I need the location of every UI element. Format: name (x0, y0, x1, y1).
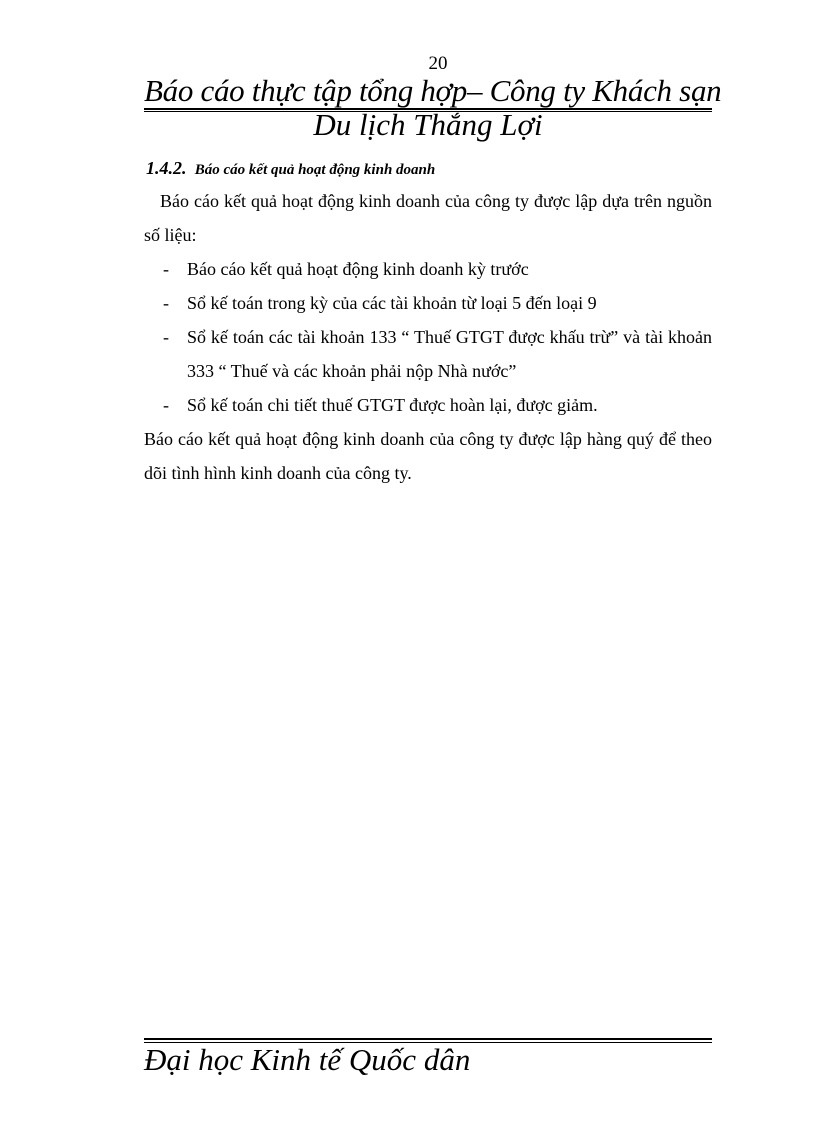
bullet-marker: - (163, 259, 169, 279)
closing-paragraph: Báo cáo kết quả hoạt động kinh doanh của công ty được lập hàng quý để theo dõi tình hình kinh doanh của công ty. (144, 429, 712, 483)
section-heading (146, 157, 435, 181)
header-title-line-2: Du lịch Thắng Lợi (313, 107, 543, 142)
section-title: Báo cáo kết quả hoạt động kinh doanh (194, 162, 436, 178)
source-list (144, 252, 712, 422)
header-title-line-1: Báo cáo thực tập tổng hợp– Công ty Khách sạn (144, 73, 722, 108)
list-item (144, 286, 712, 320)
list-item-text: Sổ kế toán trong kỳ của các tài khoản từ loại 5 đến loại 9 (187, 293, 597, 313)
list-item (144, 320, 712, 388)
page-number: 20 (428, 53, 448, 74)
header-divider (144, 108, 712, 112)
footer-title: Đại học Kinh tế Quốc dân (144, 1042, 471, 1077)
bullet-marker: - (163, 395, 169, 415)
list-item (144, 252, 712, 286)
bullet-marker: - (163, 327, 169, 347)
section-number: 1.4.2. (146, 158, 187, 178)
list-item (144, 388, 712, 422)
list-item-text: Báo cáo kết quả hoạt động kinh doanh kỳ trước (187, 259, 529, 279)
list-item-text: Sổ kế toán các tài khoản 133 “ Thuế GTGT được khấu trừ” và tài khoản 333 “ Thuế và các khoản phải nộp Nhà nước” (187, 327, 712, 381)
list-item-text: Sổ kế toán chi tiết thuế GTGT được hoàn lại, được giảm. (187, 395, 598, 415)
intro-paragraph: Báo cáo kết quả hoạt động kinh doanh của công ty được lập dựa trên nguồn số liệu: (144, 191, 712, 245)
bullet-marker: - (163, 293, 169, 313)
